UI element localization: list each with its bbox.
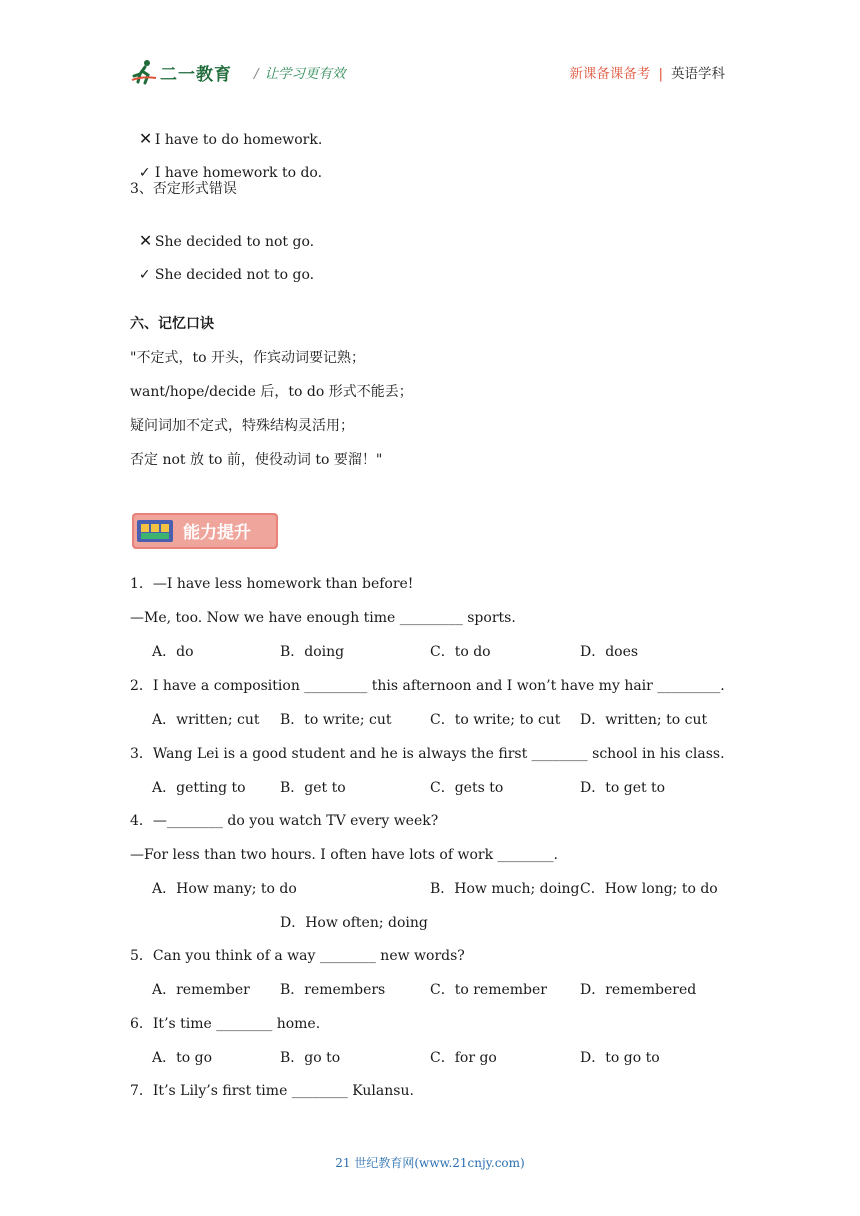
- question-4-line-1: 4．—________ do you watch TV every week?: [130, 813, 439, 829]
- option: B．How much; doing: [430, 881, 580, 897]
- option: B．doing: [280, 644, 345, 660]
- question-2: 2．I have a composition _________ this afternoon and I won’t have my hair _________.: [130, 678, 725, 694]
- header-course-label: 新课备课备考: [569, 66, 651, 82]
- option: B．to write; cut: [280, 712, 392, 728]
- question-6: 6．It’s time ________ home.: [130, 1016, 321, 1032]
- page-header: [130, 56, 725, 90]
- mnemonic-line: 否定 not 放 to 前，使役动词 to 要溜！": [130, 452, 383, 468]
- people-icon: [137, 520, 173, 542]
- mnemonic-line: want/hope/decide 后，to do 形式不能丢；: [130, 384, 413, 400]
- option: D．How often; doing: [280, 915, 428, 931]
- subheading-negation-error: 3、否定形式错误: [130, 181, 237, 197]
- option: C．How long; to do: [580, 881, 718, 897]
- example-right-1: ✓ I have homework to do.: [138, 165, 323, 181]
- check-icon: ✓: [138, 165, 151, 181]
- option: C．to write; to cut: [430, 712, 561, 728]
- ability-section-badge: [131, 512, 279, 550]
- question-7: 7．It’s Lily’s first time ________ Kulansu.: [130, 1083, 414, 1099]
- option: A．do: [152, 644, 194, 660]
- logo: [130, 58, 232, 86]
- header-subject: 新课备课备考 | 英语学科: [569, 66, 725, 82]
- example-wrong-2: ✕ She decided to not go.: [138, 231, 315, 250]
- example-wrong-1: ✕ I have to do homework.: [138, 129, 323, 148]
- check-icon: ✓: [138, 267, 151, 283]
- option: D．written; to cut: [580, 712, 708, 728]
- option: A．to go: [152, 1050, 213, 1066]
- mnemonic-title: 六、记忆口诀: [130, 316, 214, 332]
- option: B．remembers: [280, 982, 386, 998]
- mnemonic-line: "不定式，to 开头，作宾动词要记熟；: [130, 350, 365, 366]
- option: A．remember: [152, 982, 250, 998]
- option: B．go to: [280, 1050, 341, 1066]
- option: B．get to: [280, 780, 346, 796]
- question-1-line-1: 1．—I have less homework than before!: [130, 576, 414, 592]
- option: C．to do: [430, 644, 491, 660]
- header-subject-label: 英语学科: [671, 66, 725, 82]
- question-4-line-2: —For less than two hours. I often have lots of work ________.: [130, 847, 558, 863]
- option: C．for go: [430, 1050, 497, 1066]
- cross-icon: ✕: [138, 129, 153, 148]
- page-footer[interactable]: 21 世纪教育网(www.21cnjy.com): [335, 1156, 525, 1170]
- question-1-line-2: —Me, too. Now we have enough time _________ sports.: [130, 610, 516, 626]
- runner-logo-icon: [130, 58, 158, 86]
- mnemonic-line: 疑问词加不定式，特殊结构灵活用；: [130, 418, 354, 434]
- option: D．to go to: [580, 1050, 660, 1066]
- example-right-2: ✓ She decided not to go.: [138, 267, 315, 283]
- option: A．getting to: [152, 780, 246, 796]
- question-3: 3．Wang Lei is a good student and he is always the first ________ school in his class.: [130, 746, 725, 762]
- option: D．remembered: [580, 982, 697, 998]
- option: D．to get to: [580, 780, 666, 796]
- logo-text: 二一教育: [160, 64, 232, 85]
- question-5: 5．Can you think of a way ________ new words?: [130, 948, 465, 964]
- option: C．to remember: [430, 982, 547, 998]
- option: A．written; cut: [152, 712, 260, 728]
- option: C．gets to: [430, 780, 504, 796]
- cross-icon: ✕: [138, 231, 153, 250]
- option: D．does: [580, 644, 639, 660]
- option: A．How many; to do: [152, 881, 297, 897]
- slogan: / 让学习更有效: [254, 66, 346, 82]
- badge-label: 能力提升: [183, 523, 251, 543]
- slogan-text: 让学习更有效: [264, 66, 346, 82]
